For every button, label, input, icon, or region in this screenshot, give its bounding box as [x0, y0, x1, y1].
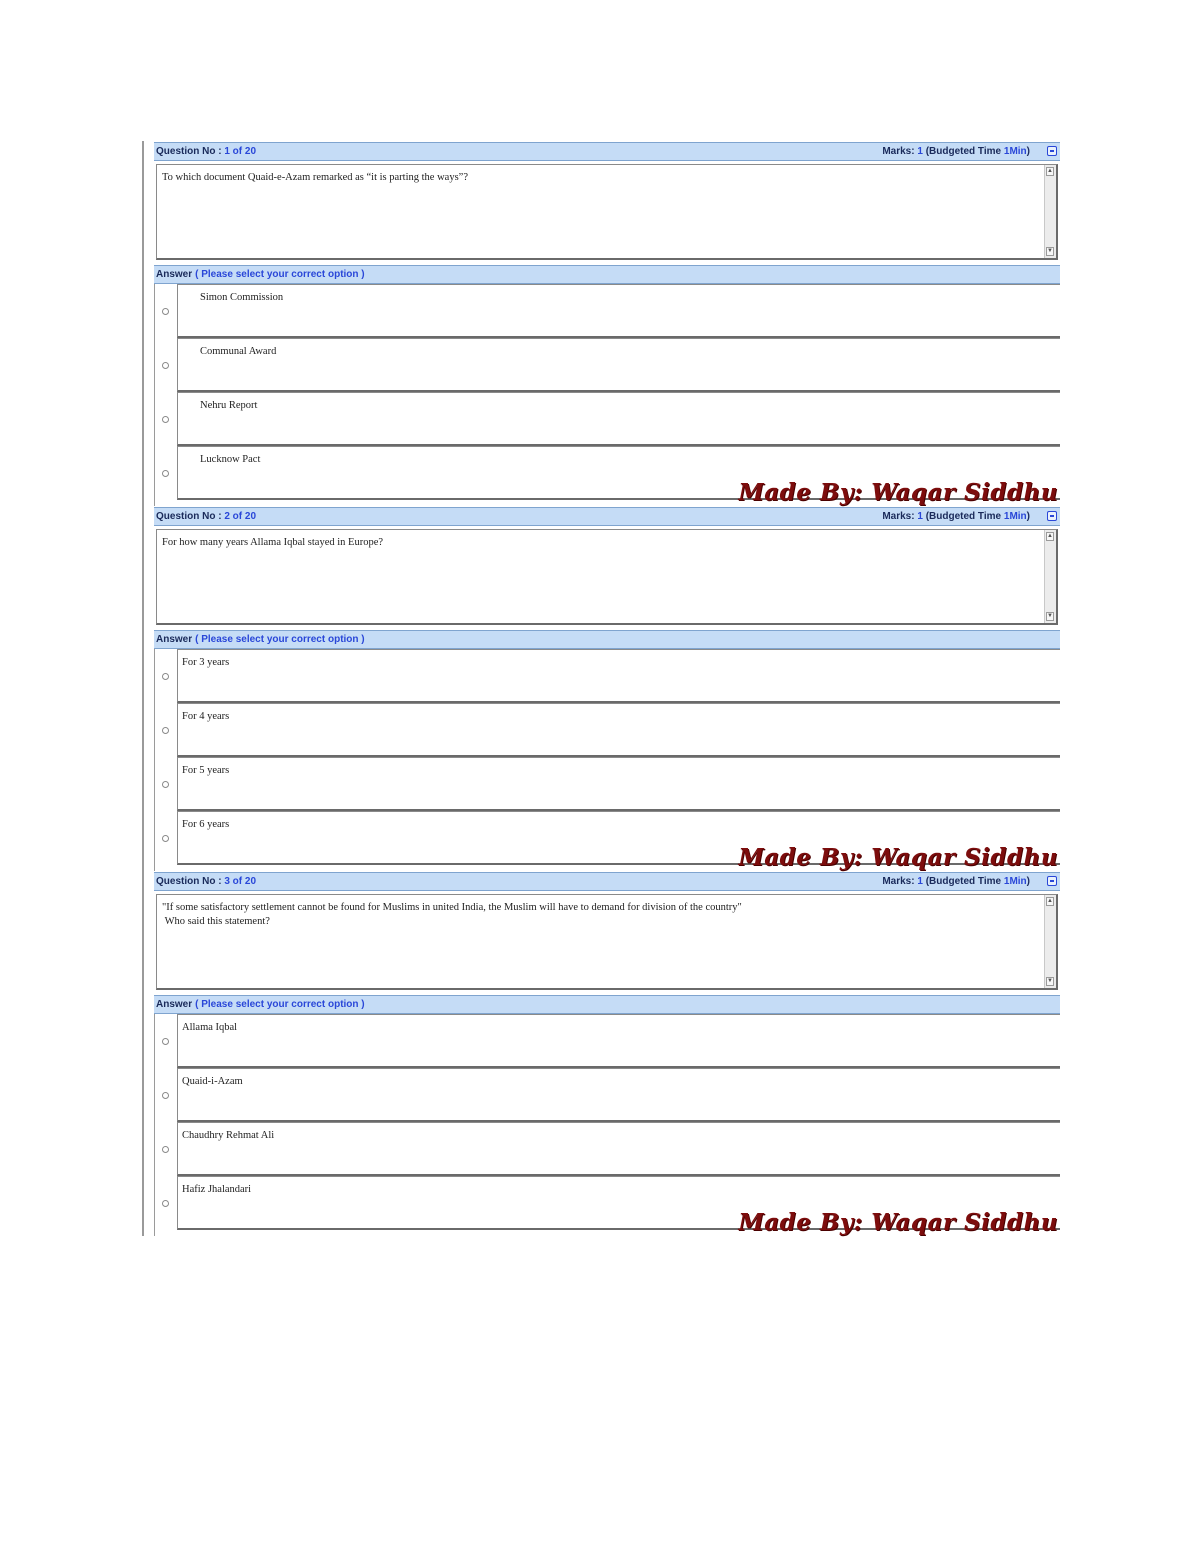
option-label: Communal Award	[200, 346, 277, 357]
option-box[interactable]	[177, 1122, 1060, 1176]
answer-hint: ( Please select your correct option )	[195, 269, 365, 280]
marks-label: Marks:	[882, 876, 915, 887]
option-3[interactable]	[155, 757, 1060, 811]
watermark: Made By: Waqar Siddhu	[738, 844, 1058, 871]
question-header	[154, 872, 1060, 891]
option-box[interactable]	[177, 757, 1060, 811]
option-3[interactable]	[155, 392, 1060, 446]
scrollbar[interactable]	[1044, 530, 1056, 623]
options-list	[154, 1014, 1060, 1236]
radio-button[interactable]	[162, 1038, 169, 1045]
option-box[interactable]	[177, 392, 1060, 446]
budget-label: (Budgeted Time	[925, 876, 1002, 887]
options-list	[154, 284, 1060, 506]
scroll-down-icon[interactable]: ▼	[1047, 248, 1053, 254]
budget-close: )	[1026, 876, 1030, 887]
budget-value: 1	[1003, 876, 1010, 887]
radio-button[interactable]	[162, 470, 169, 477]
option-label: For 6 years	[182, 819, 230, 830]
collapse-icon[interactable]	[1047, 876, 1057, 886]
option-1[interactable]	[155, 649, 1060, 703]
option-label: For 3 years	[182, 657, 230, 668]
question-text: For how many years Allama Iqbal stayed in Europe?	[162, 537, 384, 548]
collapse-icon[interactable]	[1047, 146, 1057, 156]
radio-button[interactable]	[162, 1146, 169, 1153]
option-2[interactable]	[155, 338, 1060, 392]
scroll-up-icon[interactable]: ▲	[1047, 168, 1053, 174]
budget-unit: Min	[1009, 146, 1027, 157]
radio-button[interactable]	[162, 781, 169, 788]
budget-value: 1	[1003, 146, 1010, 157]
option-box[interactable]	[177, 703, 1060, 757]
budget-label: (Budgeted Time	[925, 511, 1002, 522]
question-number-label: Question No :	[156, 876, 222, 887]
option-label: Hafiz Jhalandari	[182, 1184, 252, 1195]
question-number-label: Question No :	[156, 511, 222, 522]
quiz-container	[142, 141, 1060, 1236]
question-number: 2 of 20	[224, 511, 257, 522]
marks-label: Marks:	[882, 146, 915, 157]
scroll-down-icon[interactable]: ▼	[1047, 978, 1053, 984]
watermark: Made By: Waqar Siddhu	[738, 1209, 1058, 1236]
question-text: "If some satisfactory settlement cannot be found for Muslims in united India, the Muslim will have to demand for division of the country" Who said this statement?	[162, 902, 742, 927]
option-box[interactable]	[177, 338, 1060, 392]
radio-button[interactable]	[162, 727, 169, 734]
answer-label: Answer	[156, 269, 193, 280]
scroll-up-icon[interactable]: ▲	[1047, 533, 1053, 539]
radio-button[interactable]	[162, 1092, 169, 1099]
watermark: Made By: Waqar Siddhu	[738, 479, 1058, 506]
budget-close: )	[1026, 146, 1030, 157]
option-box[interactable]	[177, 1068, 1060, 1122]
option-label: Chaudhry Rehmat Ali	[182, 1130, 275, 1141]
question-number: 1 of 20	[224, 146, 257, 157]
question-block-3	[142, 871, 1060, 1236]
scrollbar[interactable]	[1044, 165, 1056, 258]
radio-button[interactable]	[162, 362, 169, 369]
radio-button[interactable]	[162, 1200, 169, 1207]
option-box[interactable]	[177, 1014, 1060, 1068]
option-label: Quaid-i-Azam	[182, 1076, 243, 1087]
option-box[interactable]	[177, 284, 1060, 338]
option-label: Lucknow Pact	[200, 454, 261, 465]
question-text-area[interactable]	[156, 529, 1058, 625]
option-2[interactable]	[155, 703, 1060, 757]
question-block-1	[142, 141, 1060, 506]
option-1[interactable]	[155, 1014, 1060, 1068]
option-2[interactable]	[155, 1068, 1060, 1122]
option-label: Nehru Report	[200, 400, 258, 411]
marks-label: Marks:	[882, 511, 915, 522]
scroll-down-icon[interactable]: ▼	[1047, 613, 1053, 619]
answer-label: Answer	[156, 634, 193, 645]
question-number-label: Question No :	[156, 146, 222, 157]
option-label: Simon Commission	[200, 292, 284, 303]
option-3[interactable]	[155, 1122, 1060, 1176]
question-number: 3 of 20	[224, 876, 257, 887]
answer-header	[154, 630, 1060, 649]
budget-close: )	[1026, 511, 1030, 522]
radio-button[interactable]	[162, 308, 169, 315]
scrollbar[interactable]	[1044, 895, 1056, 988]
answer-header	[154, 265, 1060, 284]
collapse-icon[interactable]	[1047, 511, 1057, 521]
option-label: For 5 years	[182, 765, 230, 776]
answer-hint: ( Please select your correct option )	[195, 634, 365, 645]
question-block-2	[142, 506, 1060, 871]
answer-header	[154, 995, 1060, 1014]
scroll-up-icon[interactable]: ▲	[1047, 898, 1053, 904]
options-list	[154, 649, 1060, 871]
question-header	[154, 142, 1060, 161]
answer-hint: ( Please select your correct option )	[195, 999, 365, 1010]
radio-button[interactable]	[162, 835, 169, 842]
option-label: For 4 years	[182, 711, 230, 722]
option-1[interactable]	[155, 284, 1060, 338]
marks-value: 1	[917, 876, 923, 887]
marks-value: 1	[917, 511, 923, 522]
budget-unit: Min	[1009, 511, 1027, 522]
budget-unit: Min	[1009, 876, 1027, 887]
budget-value: 1	[1003, 511, 1010, 522]
question-text: To which document Quaid-e-Azam remarked as “it is parting the ways”?	[162, 172, 468, 183]
radio-button[interactable]	[162, 416, 169, 423]
question-header	[154, 507, 1060, 526]
radio-button[interactable]	[162, 673, 169, 680]
option-box[interactable]	[177, 649, 1060, 703]
marks-value: 1	[917, 146, 923, 157]
budget-label: (Budgeted Time	[925, 146, 1002, 157]
answer-label: Answer	[156, 999, 193, 1010]
question-text-area[interactable]	[156, 894, 1058, 990]
option-label: Allama Iqbal	[182, 1022, 238, 1033]
question-text-area[interactable]	[156, 164, 1058, 260]
